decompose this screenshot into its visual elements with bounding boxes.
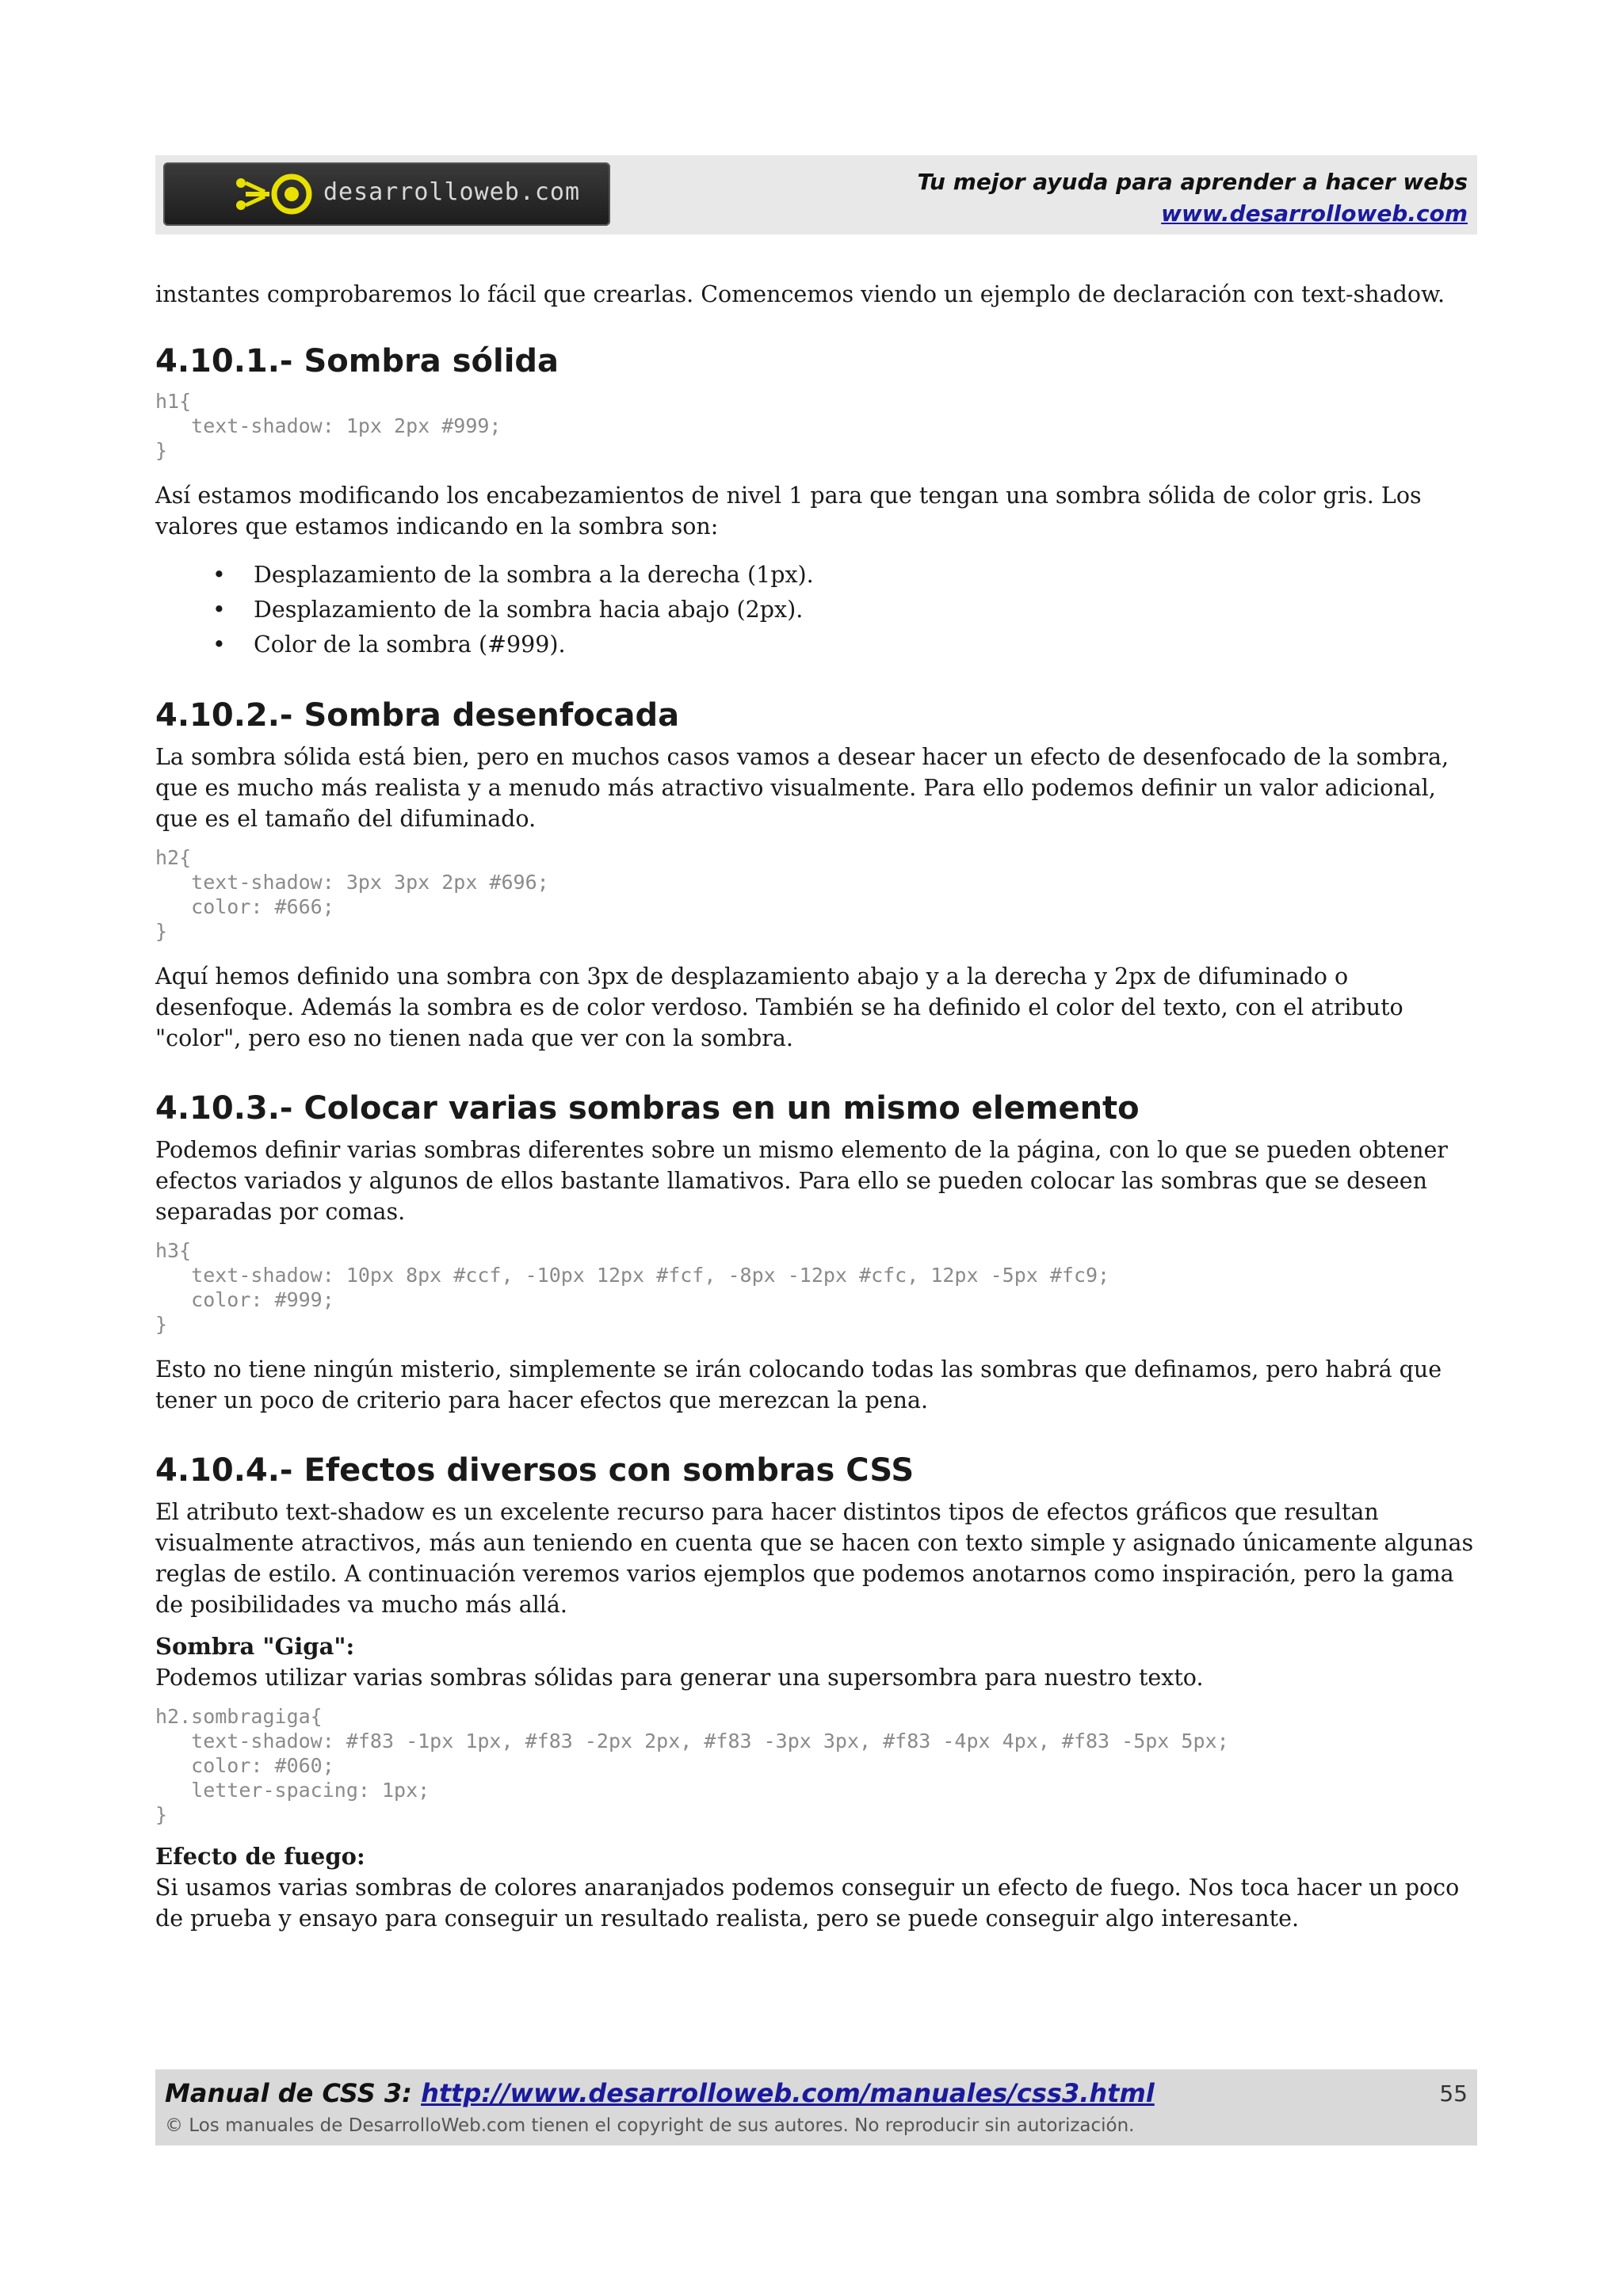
code-block-h3: h3{ text-shadow: 10px 8px #ccf, -10px 12px #fcf, -8px -12px #cfc, 12px -5px #fc9; color: #999; }: [155, 1239, 1110, 1336]
paragraph-efecto-fuego: Si usamos varias sombras de colores anaranjados podemos conseguir un efecto de fuego. Nos toca hacer un poco de prueba y ensayo para conseguir un resultado realista, pero se puede conseguir algo interesante.: [155, 1875, 1460, 1932]
heading-sombra-solida: 4.10.1.- Sombra sólida: [155, 343, 559, 379]
heading-sombra-desenfocada: 4.10.2.- Sombra desenfocada: [155, 697, 680, 734]
page-number: 55: [1439, 2081, 1468, 2107]
intro-paragraph: instantes comprobaremos lo fácil que crearlas. Comencemos viendo un ejemplo de declaración con text-shadow.: [155, 281, 1445, 307]
heading-varias-sombras: 4.10.3.- Colocar varias sombras en un mismo elemento: [155, 1090, 1140, 1127]
tagline-text: Tu mejor ayuda para aprender a hacer webs: [917, 169, 1468, 195]
paragraph-s2-1: La sombra sólida está bien, pero en muchos casos vamos a desear hacer un efecto de desenfocado de la sombra, que es mucho más realista y a menudo más atractivo visualmente. Para ello podemos definir un valor adicional, que es el tamaño del difuminado.: [155, 744, 1449, 832]
subheading-efecto-fuego: Efecto de fuego:: [155, 1843, 365, 1870]
paragraph-s3-2: Esto no tiene ningún misterio, simplemente se irán colocando todas las sombras que definamos, pero habrá que tener un poco de criterio para hacer efectos que merezcan la pena.: [155, 1356, 1442, 1413]
subheading-sombra-giga: Sombra "Giga":: [155, 1633, 355, 1660]
footer-manual-line: [165, 2077, 1155, 2109]
footer-manual-label: Manual de CSS 3:: [165, 2078, 412, 2108]
code-block-sombragiga: h2.sombragiga{ text-shadow: #f83 -1px 1px, #f83 -2px 2px, #f83 -3px 3px, #f83 -4px 4px, #f83 -5px 5px; color: #060; letter-spacing: 1px; }: [155, 1705, 1229, 1826]
heading-efectos-diversos: 4.10.4.- Efectos diversos con sombras CSS: [155, 1452, 915, 1489]
header-url-link[interactable]: www.desarrolloweb.com: [1161, 200, 1468, 227]
code-block-h1: h1{ text-shadow: 1px 2px #999; }: [155, 390, 502, 462]
paragraph-sombra-giga: Podemos utilizar varias sombras sólidas para generar una supersombra para nuestro texto.: [155, 1665, 1204, 1691]
list-item: • Color de la sombra (#999).: [254, 627, 1477, 662]
code-block-h2: h2{ text-shadow: 3px 3px 2px #696; color: #666; }: [155, 846, 549, 943]
page-content: [155, 279, 1477, 1934]
site-logo[interactable]: [163, 162, 610, 226]
page-header: [155, 155, 1477, 235]
logo-text: desarrolloweb.com: [323, 178, 581, 206]
logo-icon: [233, 174, 320, 215]
list-item: • Desplazamiento de la sombra a la derecha (1px).: [254, 558, 1477, 593]
footer-copyright: © Los manuales de DesarrolloWeb.com tienen el copyright de sus autores. No reproducir sin autorización.: [165, 2115, 1135, 2136]
paragraph-s1: Así estamos modificando los encabezamientos de nivel 1 para que tengan una sombra sólida de color gris. Los valores que estamos indicando en la sombra son:: [155, 482, 1422, 540]
bullet-list-s1: [155, 558, 1477, 662]
header-tagline: [918, 166, 1468, 230]
page-footer: [155, 2069, 1477, 2145]
paragraph-s2-2: Aquí hemos definido una sombra con 3px de desplazamiento abajo y a la derecha y 2px de difuminado o desenfoque. Además la sombra es de color verdoso. También se ha definido el color del texto, con el atributo "color", pero eso no tienen nada que ver con la sombra.: [155, 963, 1403, 1051]
paragraph-s4-1: El atributo text-shadow es un excelente recurso para hacer distintos tipos de efectos gráficos que resultan visualmente atractivos, más aun teniendo en cuenta que se hacen con texto simple y asignado únicamente algunas reglas de estilo. A continuación veremos varios ejemplos que podemos anotarnos como inspiración, pero la gama de posibilidades va mucho más allá.: [155, 1499, 1474, 1618]
list-item: • Desplazamiento de la sombra hacia abajo (2px).: [254, 593, 1477, 627]
paragraph-s3-1: Podemos definir varias sombras diferentes sobre un mismo elemento de la página, con lo que se pueden obtener efectos variados y algunos de ellos bastante llamativos. Para ello se pueden colocar las sombras que se deseen separadas por comas.: [155, 1137, 1448, 1225]
footer-manual-link[interactable]: http://www.desarrolloweb.com/manuales/css3.html: [421, 2078, 1155, 2108]
